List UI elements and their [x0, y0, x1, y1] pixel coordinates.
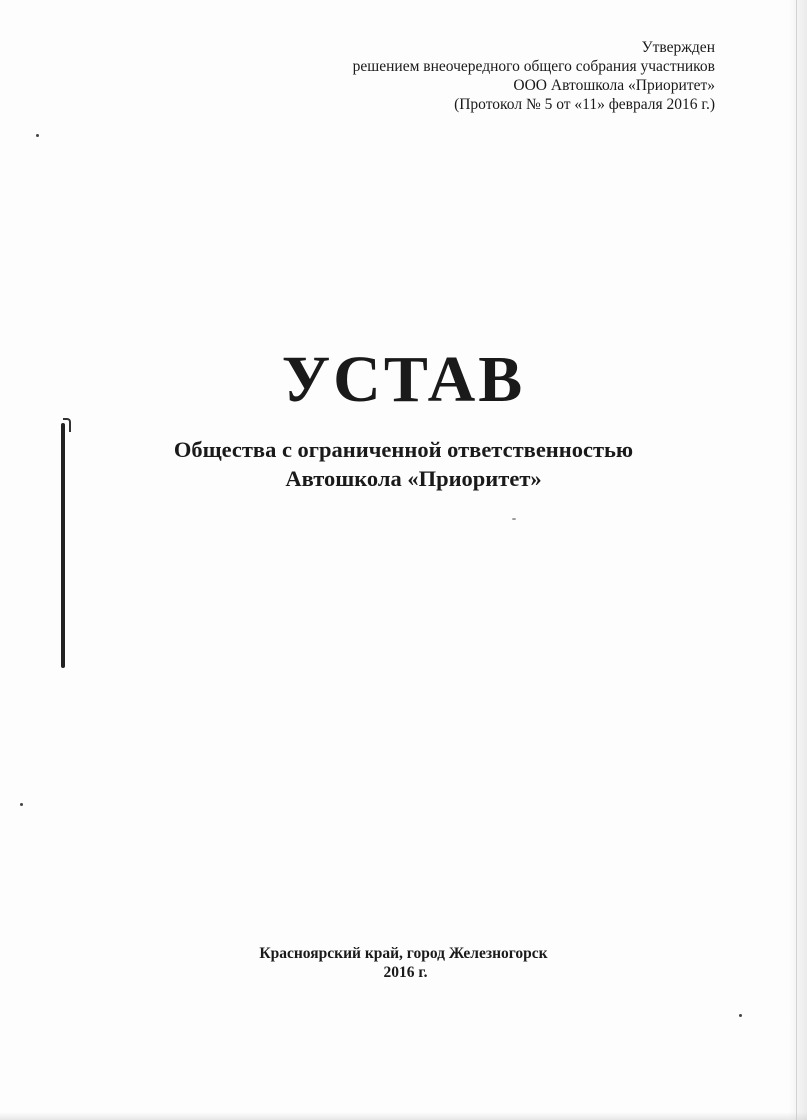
footer-place: Красноярский край, город Железногорск [259, 945, 548, 962]
document-title: УСТАВ [281, 343, 526, 416]
approval-decision: решением внеочередного общего собрания участников [352, 58, 715, 75]
approval-protocol: (Протокол № 5 от «11» февраля 2016 г.) [454, 96, 715, 113]
scan-speck [512, 518, 516, 520]
subtitle-line-1: Общества с ограниченной ответственностью [173, 437, 634, 462]
scan-speck [20, 803, 23, 806]
scan-speck [36, 134, 39, 137]
scan-bottom-shadow [0, 1112, 807, 1120]
approval-heading: Утвержден [641, 39, 715, 56]
scan-speck [739, 1014, 742, 1017]
footer-year: 2016 г. [383, 964, 428, 981]
document-footer [0, 944, 807, 982]
approval-block [295, 38, 715, 114]
approval-company: ООО Автошкола «Приоритет» [513, 77, 715, 94]
document-subtitle [0, 435, 807, 493]
subtitle-line-2: Автошкола «Приоритет» [285, 466, 542, 491]
